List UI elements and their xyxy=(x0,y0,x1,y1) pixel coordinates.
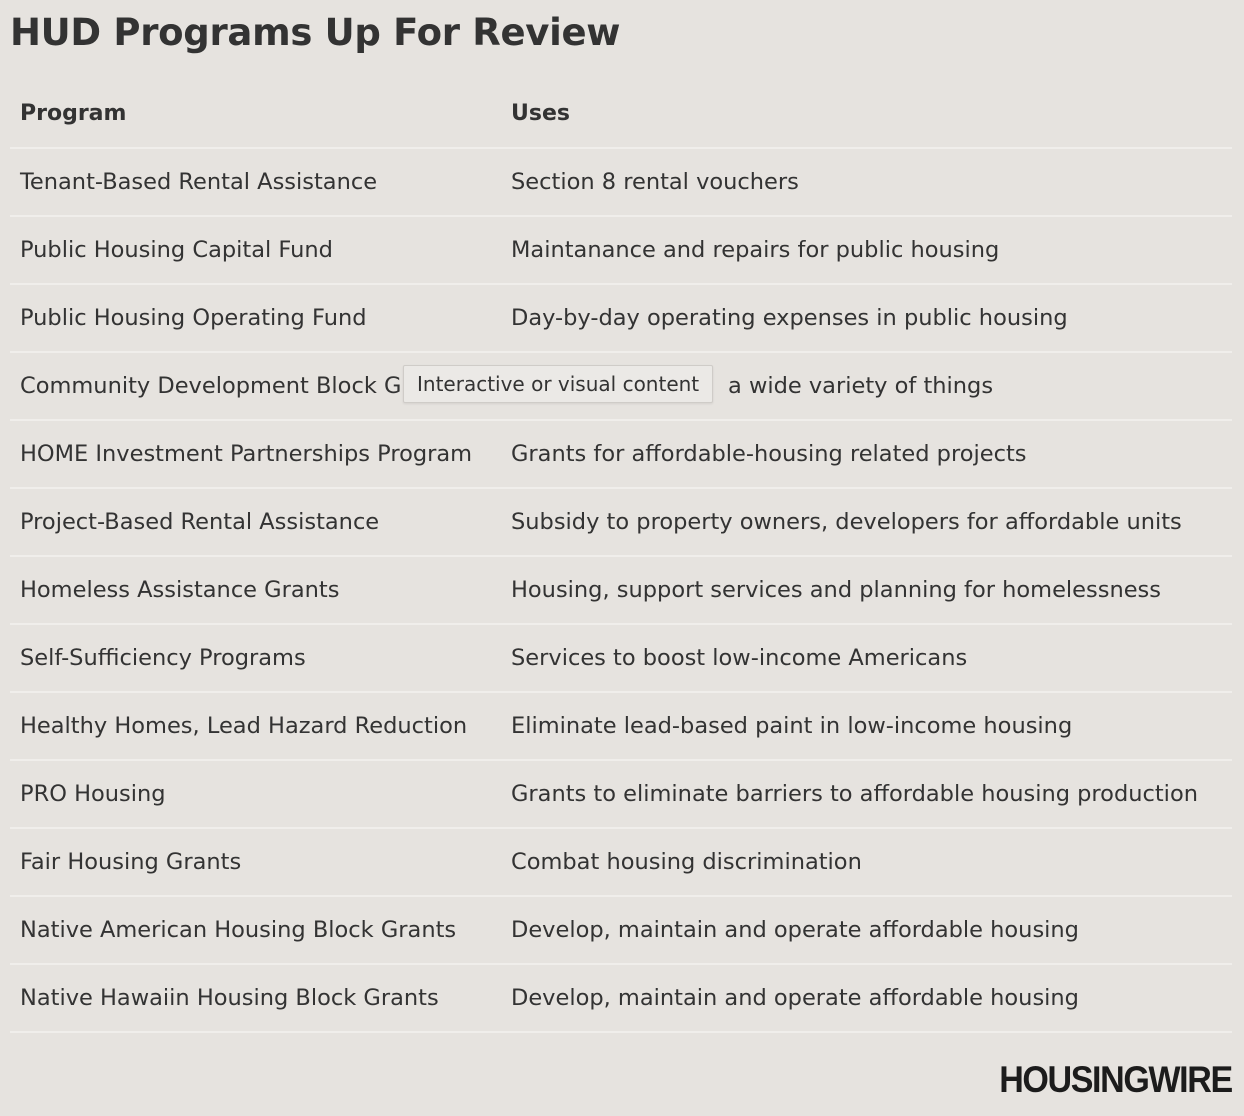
program-cell: Community Development Block G xyxy=(10,352,501,420)
uses-cell: a wide variety of things xyxy=(501,352,1232,420)
uses-cell: Section 8 rental vouchers xyxy=(501,148,1232,216)
table-row xyxy=(10,148,1232,216)
uses-cell: Day-by-day operating expenses in public housing xyxy=(501,284,1232,352)
uses-cell: Housing, support services and planning for homelessness xyxy=(501,556,1232,624)
column-header-uses: Uses xyxy=(501,80,1232,148)
table-row xyxy=(10,556,1232,624)
program-cell: Project-Based Rental Assistance xyxy=(10,488,501,556)
program-cell: HOME Investment Partnerships Program xyxy=(10,420,501,488)
uses-cell: Develop, maintain and operate affordable housing xyxy=(501,964,1232,1032)
uses-cell: Grants for affordable-housing related projects xyxy=(501,420,1232,488)
table-row xyxy=(10,692,1232,760)
table-row xyxy=(10,896,1232,964)
table-row xyxy=(10,828,1232,896)
interactive-content-tooltip: Interactive or visual content xyxy=(403,365,713,403)
column-header-program: Program xyxy=(10,80,501,148)
uses-cell: Combat housing discrimination xyxy=(501,828,1232,896)
uses-cell: Maintanance and repairs for public housing xyxy=(501,216,1232,284)
program-cell: Native Hawaiin Housing Block Grants xyxy=(10,964,501,1032)
table-row xyxy=(10,760,1232,828)
program-cell: PRO Housing xyxy=(10,760,501,828)
table-header-row xyxy=(10,80,1232,148)
program-cell: Native American Housing Block Grants xyxy=(10,896,501,964)
program-cell: Tenant-Based Rental Assistance xyxy=(10,148,501,216)
table-row xyxy=(10,488,1232,556)
housingwire-logo[interactable]: HOUSINGWIRE xyxy=(999,1059,1232,1100)
table-row xyxy=(10,964,1232,1032)
program-cell: Healthy Homes, Lead Hazard Reduction xyxy=(10,692,501,760)
program-cell: Homeless Assistance Grants xyxy=(10,556,501,624)
program-cell: Public Housing Operating Fund xyxy=(10,284,501,352)
uses-cell: Eliminate lead-based paint in low-income housing xyxy=(501,692,1232,760)
uses-cell: Services to boost low-income Americans xyxy=(501,624,1232,692)
table-row xyxy=(10,420,1232,488)
table-row xyxy=(10,216,1232,284)
page-title: HUD Programs Up For Review xyxy=(10,11,621,54)
uses-cell: Develop, maintain and operate affordable housing xyxy=(501,896,1232,964)
program-cell: Public Housing Capital Fund xyxy=(10,216,501,284)
uses-cell: Grants to eliminate barriers to affordable housing production xyxy=(501,760,1232,828)
program-cell: Self-Sufficiency Programs xyxy=(10,624,501,692)
table-row xyxy=(10,284,1232,352)
uses-cell: Subsidy to property owners, developers for affordable units xyxy=(501,488,1232,556)
programs-table xyxy=(10,80,1232,1033)
program-cell: Fair Housing Grants xyxy=(10,828,501,896)
table-row xyxy=(10,624,1232,692)
